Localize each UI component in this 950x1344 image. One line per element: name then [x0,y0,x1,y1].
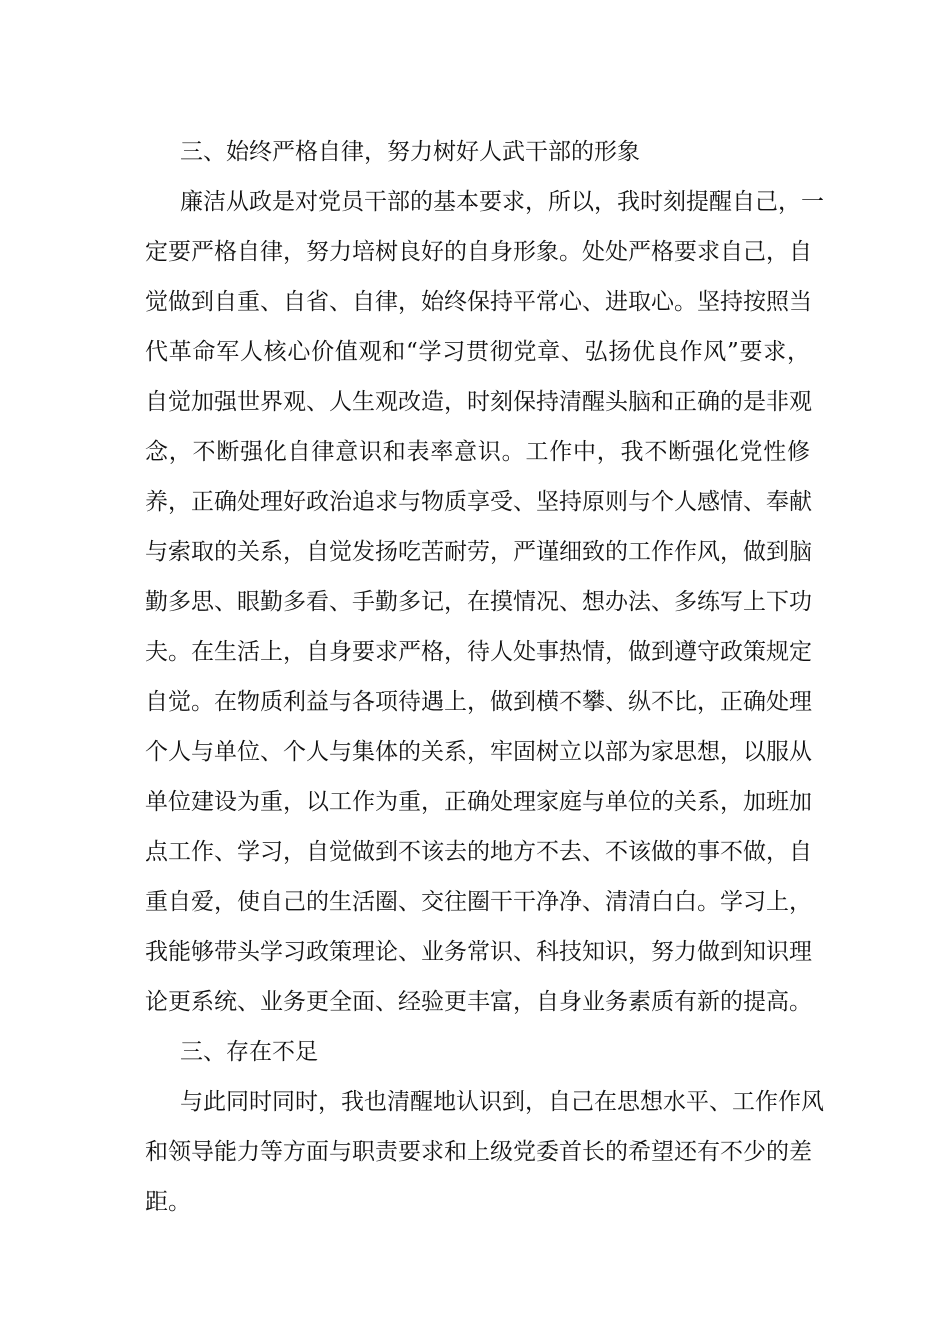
paragraph-self-discipline [145,177,824,1027]
paragraph-line: 勤多思、眼勤多看、手勤多记，在摸情况、想办法、多练写上下功 [145,589,812,615]
paragraph-line: 廉洁从政是对党员干部的基本要求，所以，我时刻提醒自己，一 [180,189,824,215]
paragraph-line: 距。 [145,1189,191,1215]
paragraph-line: 重自爱，使自己的生活圈、交往圈干干净净、清清白白。学习上， [145,889,812,915]
paragraph-line: 点工作、学习，自觉做到不该去的地方不去、不该做的事不做，自 [145,839,812,865]
paragraph-line: 和领导能力等方面与职责要求和上级党委首长的希望还有不少的差 [145,1139,812,1165]
paragraph-line: 单位建设为重，以工作为重，正确处理家庭与单位的关系，加班加 [145,789,812,815]
paragraph-line: 代革命军人核心价值观和“学习贯彻党章、弘扬优良作风”要求， [145,339,810,365]
paragraph-line: 与索取的关系，自觉发扬吃苦耐劳，严谨细致的工作作风，做到脑 [145,539,812,565]
paragraph-line: 自觉加强世界观、人生观改造，时刻保持清醒头脑和正确的是非观 [145,389,812,415]
paragraph-line: 念，不断强化自律意识和表率意识。工作中，我不断强化党性修 [145,439,810,465]
paragraph-shortcomings [145,1077,824,1227]
paragraph-line: 论更系统、业务更全面、经验更丰富，自身业务素质有新的提高。 [145,989,812,1015]
document-body [145,127,824,1227]
paragraph-line: 养，正确处理好政治追求与物质享受、坚持原则与个人感情、奉献 [145,489,812,515]
paragraph-line: 与此同时同时，我也清醒地认识到，自己在思想水平、工作作风 [180,1089,824,1115]
paragraph-line: 个人与单位、个人与集体的关系，牢固树立以部为家思想，以服从 [145,739,812,765]
paragraph-line: 我能够带头学习政策理论、业务常识、科技知识，努力做到知识理 [145,939,812,965]
paragraph-line: 自觉。在物质利益与各项待遇上，做到横不攀、纵不比，正确处理 [145,689,812,715]
section-heading-self-discipline: 三、始终严格自律，努力树好人武干部的形象 [180,139,640,165]
paragraph-line: 觉做到自重、自省、自律，始终保持平常心、进取心。坚持按照当 [145,289,812,315]
section-heading-shortcomings: 三、存在不足 [180,1039,318,1065]
paragraph-line: 定要严格自律，努力培树良好的自身形象。处处严格要求自己，自 [145,239,812,265]
paragraph-line: 夫。在生活上，自身要求严格，待人处事热情，做到遵守政策规定 [145,639,812,665]
